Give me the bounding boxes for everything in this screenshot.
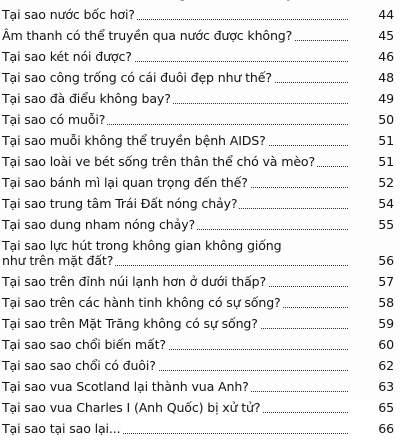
toc-page-number: 52 — [378, 175, 394, 190]
toc-entry-partial — [0, 421, 400, 436]
toc-entry — [0, 7, 400, 22]
toc-entry-title: Tại sao muỗi không thể truyền bệnh AIDS? — [2, 133, 266, 148]
toc-entry — [0, 196, 400, 211]
toc-entry-title: Tại sao công trống có cái đuôi đẹp như thế? — [2, 70, 272, 85]
toc-entry — [0, 337, 400, 352]
toc-entry — [0, 274, 400, 289]
toc-page-number: 60 — [378, 337, 394, 352]
toc-entry — [0, 400, 400, 415]
toc-entry — [0, 0, 400, 1]
toc-entry-title: Tại sao vua Charles I (Anh Quốc) bị xử tử? — [2, 400, 261, 415]
toc-entry-title — [2, 0, 334, 1]
toc-page-number: 66 — [378, 421, 394, 436]
toc-page-number: 59 — [378, 316, 394, 331]
toc-page-number: 48 — [378, 70, 394, 85]
toc-entry — [0, 358, 400, 373]
toc-entry — [0, 112, 400, 127]
toc-page-number: 44 — [378, 7, 394, 22]
toc-entry-title: Tại sao đà điểu không bay? — [2, 91, 171, 106]
toc-page-number: 56 — [378, 253, 394, 268]
toc-entry-title: Tại sao két nói được? — [2, 49, 132, 64]
toc-entry-title: Tại sao vua Scotland lại thành vua Anh? — [2, 379, 249, 394]
toc-entry-title-continued: như trên mặt đất? — [2, 253, 114, 268]
toc-entry-title: Tại sao loài ve bét sống trên thân thể chó và mèo? — [2, 154, 316, 169]
toc-entry-title: Tại sao trung tâm Trái Đất nóng chảy? — [2, 196, 238, 211]
toc-entry — [0, 70, 400, 85]
toc-entry — [0, 154, 400, 169]
toc-entry-title: Tại sao có muỗi? — [2, 112, 106, 127]
toc-page-number: 55 — [378, 217, 394, 232]
toc-page-number: 45 — [378, 28, 394, 43]
toc-page-number: 57 — [378, 274, 394, 289]
toc-entry — [0, 28, 400, 43]
toc-entry-title: Tại sao bánh mì lại quan trọng đến thế? — [2, 175, 248, 190]
toc-entry-title: Tại sao trên Mặt Trăng không có sự sống? — [2, 316, 258, 331]
toc-page-number: 51 — [378, 154, 394, 169]
toc-entry — [0, 49, 400, 64]
toc-entry-title: Âm thanh có thể truyền qua nước được không? — [2, 28, 293, 43]
toc-page-number: 62 — [378, 358, 394, 373]
toc-entry-title: Tại sao trên đỉnh núi lạnh hơn ở dưới thấp? — [2, 274, 267, 289]
toc-entry — [0, 133, 400, 148]
toc-entry — [0, 316, 400, 331]
toc-entry-title: Tại sao trên các hành tinh không có sự sống? — [2, 295, 281, 310]
toc-entry-title: Tại sao nước bốc hơi? — [2, 7, 135, 22]
toc-entry-title: Tại sao dung nham nóng chảy? — [2, 217, 196, 232]
toc-entry-title: Tại sao sao chổi có đuôi? — [2, 358, 156, 373]
toc-page-number: 51 — [378, 133, 394, 148]
toc-entry-title: Tại sao tại sao lại... — [2, 421, 121, 436]
toc-entry-title: Tại sao sao chổi biến mất? — [2, 337, 166, 352]
toc-entry-two-line — [0, 238, 400, 268]
toc-page-number: 63 — [378, 379, 394, 394]
toc-page-number: 46 — [378, 49, 394, 64]
toc-entry — [0, 217, 400, 232]
toc-page-number: 54 — [378, 196, 394, 211]
toc-page-number: 58 — [378, 295, 394, 310]
toc-entry — [0, 91, 400, 106]
toc-entry — [0, 295, 400, 310]
toc-page-number: 50 — [378, 112, 394, 127]
toc-page-number: 65 — [378, 400, 394, 415]
toc-entry-title: Tại sao lực hút trong không gian không giống — [2, 238, 282, 253]
toc-entry — [0, 175, 400, 190]
toc-page-number — [350, 0, 394, 1]
toc-page-number: 49 — [378, 91, 394, 106]
toc-entry — [0, 379, 400, 394]
